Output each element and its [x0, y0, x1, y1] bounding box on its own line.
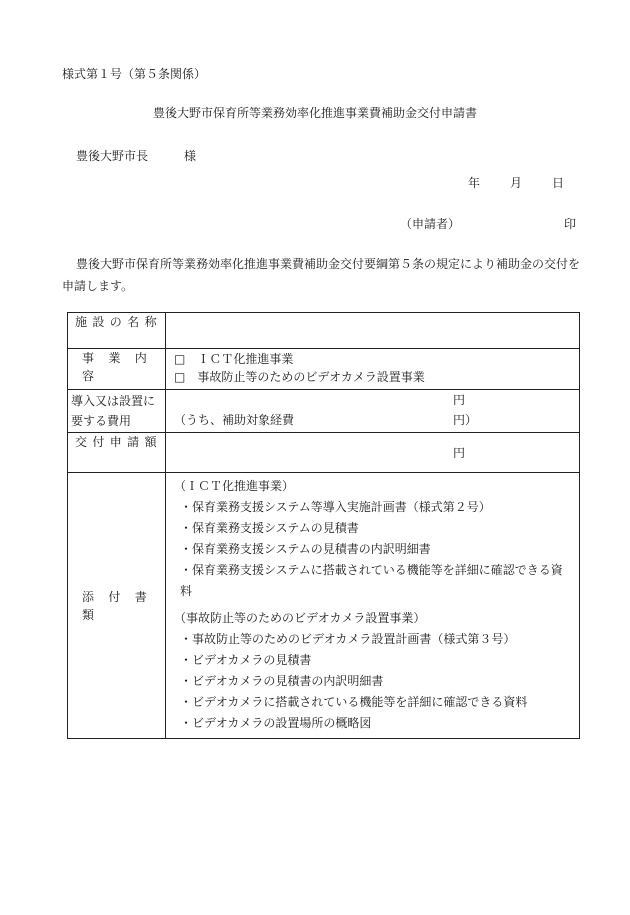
request-yen: 円 [453, 446, 466, 460]
ict-item: ・保育業務支援システムの見積書 [180, 521, 359, 535]
form-number: 様式第１号（第５条関係） [62, 67, 207, 81]
application-statement: 豊後大野市保育所等業務効率化推進事業費補助金交付要綱第５条の規定により補助金の交付を申請します。 [62, 257, 581, 293]
request-label: 交付申請額 [74, 435, 162, 449]
facility-label-cell [68, 313, 166, 349]
ict-item: ・保育業務支援システム等導入実施計画書（様式第２号） [180, 500, 491, 514]
addressee-name: 豊後大野市長 [76, 149, 149, 163]
application-table [67, 312, 580, 739]
date-month: 月 [510, 176, 523, 190]
camera-item: ・ビデオカメラの設置場所の概略図 [180, 716, 372, 730]
applicant-line [400, 216, 576, 232]
camera-item: ・ビデオカメラの見積書の内訳明細書 [180, 674, 384, 688]
request-label-cell [68, 433, 166, 473]
camera-item: ・ビデオカメラの見積書 [180, 653, 312, 667]
cost-label-line1: 導入又は設置に [71, 394, 156, 408]
date-year: 年 [468, 176, 481, 190]
camera-section-header: （事故防止等のためのビデオカメラ設置事業） [174, 611, 426, 625]
document-title: 豊後大野市保育所等業務効率化推進事業費補助金交付申請書 [152, 106, 477, 120]
attachments-label: 添付書類 [82, 589, 162, 622]
ict-section-header: （ＩＣＴ化推進事業） [174, 479, 295, 493]
cost-sub-label: （うち、補助対象経費 [174, 413, 295, 427]
facility-name-field[interactable] [166, 313, 580, 349]
applicant-label: （申請者） [400, 217, 461, 231]
business-label: 事業内容 [82, 351, 162, 383]
business-label-cell [68, 349, 166, 390]
addressee [76, 148, 196, 164]
cost-label-cell [68, 390, 166, 433]
facility-label: 施設の名称 [74, 315, 162, 329]
cost-field[interactable] [166, 390, 580, 433]
cost-sub-yen: 円） [453, 413, 478, 427]
camera-checkbox-option[interactable]: □ 事故防止等のためのビデオカメラ設置事業 [174, 370, 425, 384]
business-content-cell [166, 349, 580, 390]
ict-item: ・保育業務支援システムの見積書の内訳明細書 [180, 542, 431, 556]
seal-mark: 印 [564, 217, 577, 231]
cost-label-line2: 要する費用 [71, 414, 132, 428]
camera-item: ・ビデオカメラに搭載されている機能等を詳細に確認できる資料 [180, 695, 528, 709]
request-amount-field[interactable] [166, 433, 580, 473]
camera-item: ・事故防止等のためのビデオカメラ設置計画書（様式第３号） [180, 632, 516, 646]
cost-yen: 円 [453, 393, 466, 407]
attachments-label-cell [68, 473, 166, 739]
attachments-cell [166, 473, 580, 739]
addressee-suffix: 様 [184, 149, 197, 163]
ict-item: ・保育業務支援システムに搭載されている機能等を詳細に確認できる資料 [180, 563, 563, 598]
date-line [468, 175, 564, 191]
date-day: 日 [552, 176, 565, 190]
ict-checkbox-option[interactable]: □ ＩＣＴ化推進事業 [174, 352, 294, 366]
